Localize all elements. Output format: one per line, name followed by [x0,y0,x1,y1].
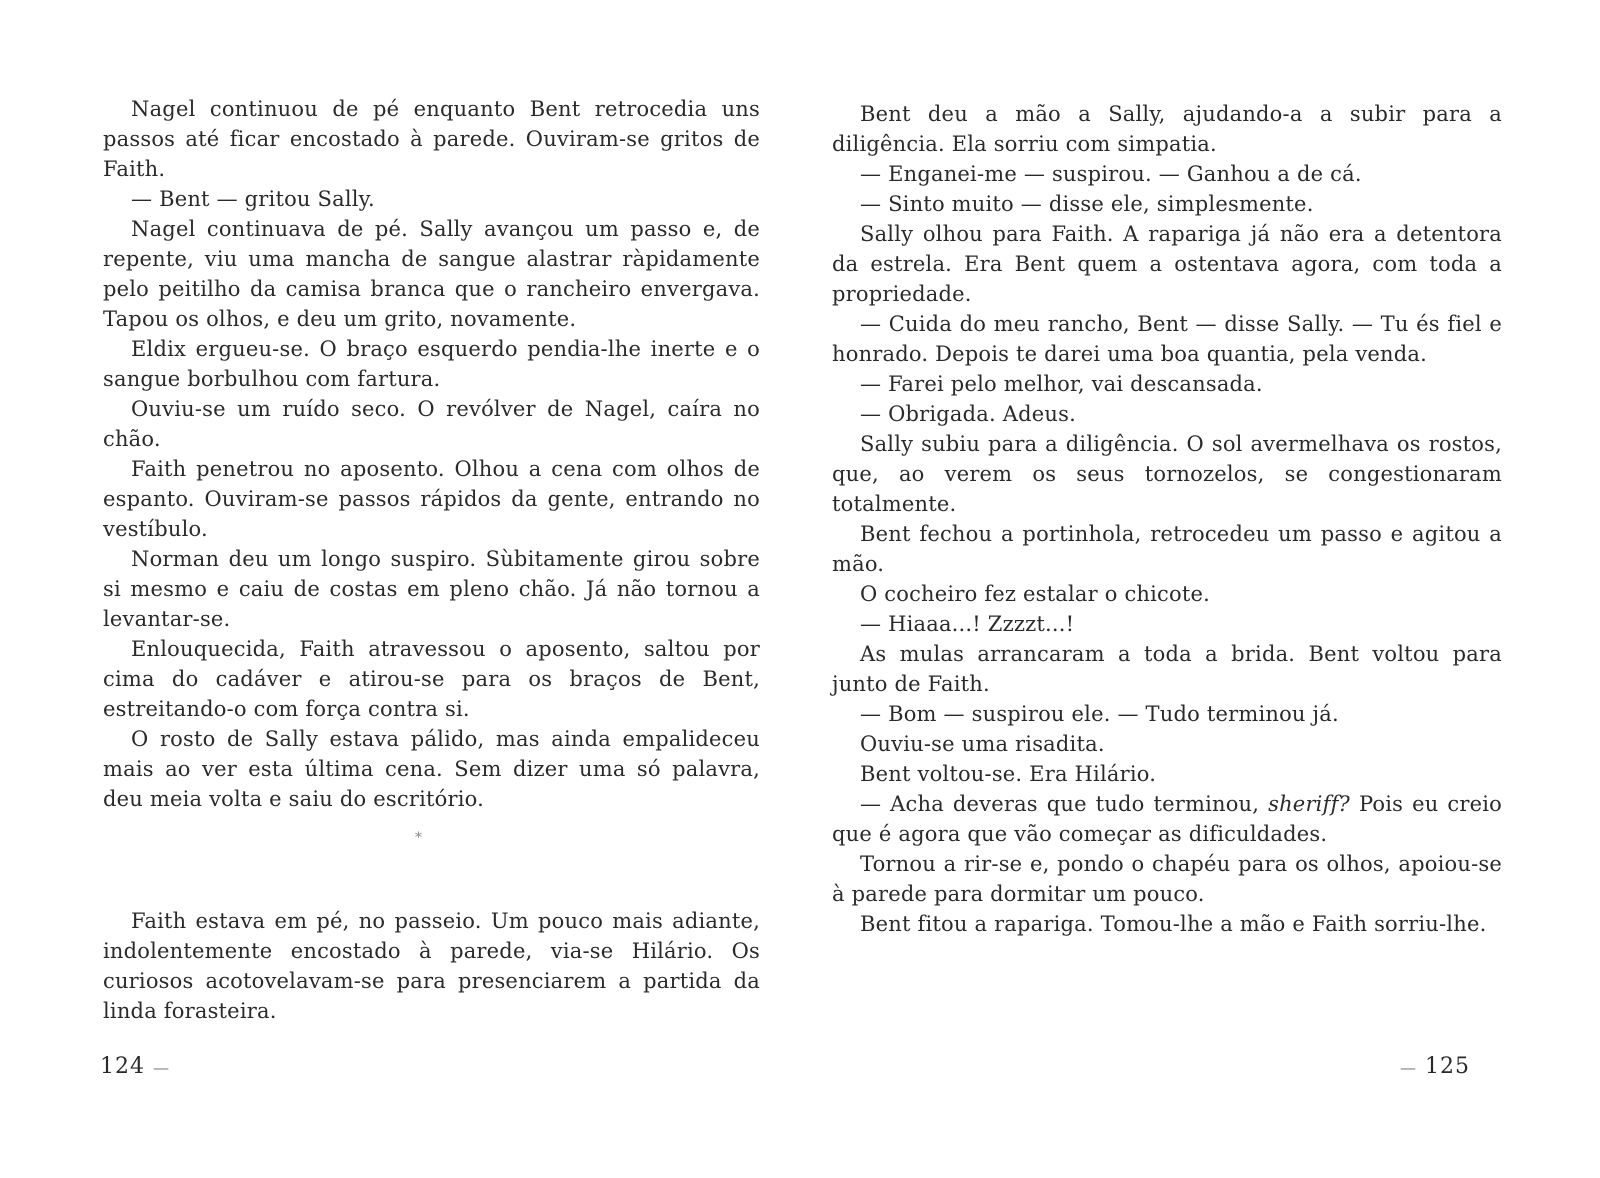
page-number-value: 124 [100,1054,145,1079]
paragraph: O rosto de Sally estava pálido, mas ainda empalideceu mais ao ver esta última cena. Sem dizer uma só palavra, deu meia volta e saiu do escritório. [103,727,760,811]
paragraph: Eldix ergueu-se. O braço esquerdo pendia-lhe inerte e o sangue borbulhou com fartura. [103,337,760,391]
paragraph: — Obrigada. Adeus. [860,402,1076,426]
paragraph: — Enganei-me — suspirou. — Ganhou a de cá. [860,162,1362,186]
paragraph: — Bom — suspirou ele. — Tudo terminou já. [860,702,1339,726]
paragraph: Tornou a rir-se e, pondo o chapéu para os olhos, apoiou-se à parede para dormitar um pouco. [832,852,1502,906]
paragraph: Ouviu-se uma risadita. [860,732,1105,756]
paragraph: Sally olhou para Faith. A rapariga já não era a detentora da estrela. Era Bent quem a ostentava agora, com toda a propriedade. [832,222,1502,306]
right-page [800,0,1600,1178]
page-number-mark: — [153,1058,170,1077]
paragraph: — Bent — gritou Sally. [131,187,375,211]
paragraph: Ouviu-se um ruído seco. O revólver de Nagel, caíra no chão. [103,397,760,451]
italic-word: sheriff? [1268,792,1350,816]
paragraph-sheriff [832,789,1502,849]
paragraph: Faith estava em pé, no passeio. Um pouco mais adiante, indolentemente encostado à parede, via-se Hilário. Os curiosos acotovelavam-se para presenciarem a partida da linda forasteira. [103,909,760,1023]
paragraph: Enlouquecida, Faith atravessou o aposento, saltou por cima do cadáver e atirou-se para os braços de Bent, estreitando-o com força contra si. [103,637,760,721]
page-number [1400,1054,1470,1079]
paragraph: Bent voltou-se. Era Hilário. [860,762,1157,786]
paragraph: As mulas arrancaram a toda a brida. Bent voltou para junto de Faith. [832,642,1502,696]
paragraph: Nagel continuou de pé enquanto Bent retrocedia uns passos até ficar encostado à parede. Ouviram-se gritos de Faith. [103,97,760,181]
paragraph: — Farei pelo melhor, vai descansada. [860,372,1263,396]
page-number-mark: — [1400,1058,1417,1077]
text-run: — Acha deveras que tudo terminou, [860,792,1269,816]
paragraph: Sally subiu para a diligência. O sol avermelhava os rostos, que, ao verem os seus tornozelos, se congestionaram totalmente. [832,432,1502,516]
paragraph: — Hiaaa...! Zzzzt...! [860,612,1075,636]
paragraph: O cocheiro fez estalar o chicote. [860,582,1211,606]
right-page-text [832,99,1502,939]
left-page-text-after-separator [103,906,760,1026]
text-run: Pois eu creio que é agora que vão começar as dificuldades. [832,792,1502,846]
page-number-value: 125 [1425,1054,1470,1079]
paragraph: Norman deu um longo suspiro. Sùbitamente girou sobre si mesmo e caiu de costas em pleno chão. Já não tornou a levantar-se. [103,547,760,631]
paragraph: — Cuida do meu rancho, Bent — disse Sally. — Tu és fiel e honrado. Depois te darei uma boa quantia, pela venda. [832,312,1502,366]
section-separator: * [415,830,422,846]
paragraph: Faith penetrou no aposento. Olhou a cena com olhos de espanto. Ouviram-se passos rápidos da gente, entrando no vestíbulo. [103,457,760,541]
paragraph: Bent deu a mão a Sally, ajudando-a a subir para a diligência. Ela sorriu com simpatia. [832,102,1502,156]
paragraph: Bent fitou a rapariga. Tomou-lhe a mão e Faith sorriu-lhe. [860,912,1487,936]
paragraph: — Sinto muito — disse ele, simplesmente. [860,192,1314,216]
paragraph: Bent fechou a portinhola, retrocedeu um passo e agitou a mão. [832,522,1502,576]
paragraph: Nagel continuava de pé. Sally avançou um passo e, de repente, viu uma mancha de sangue alastrar ràpidamente pelo peitilho da camisa branca que o rancheiro envergava. Tapou os olhos, e deu um grito, novamente. [103,217,760,331]
left-page-text [103,94,760,814]
page-number [100,1054,170,1079]
